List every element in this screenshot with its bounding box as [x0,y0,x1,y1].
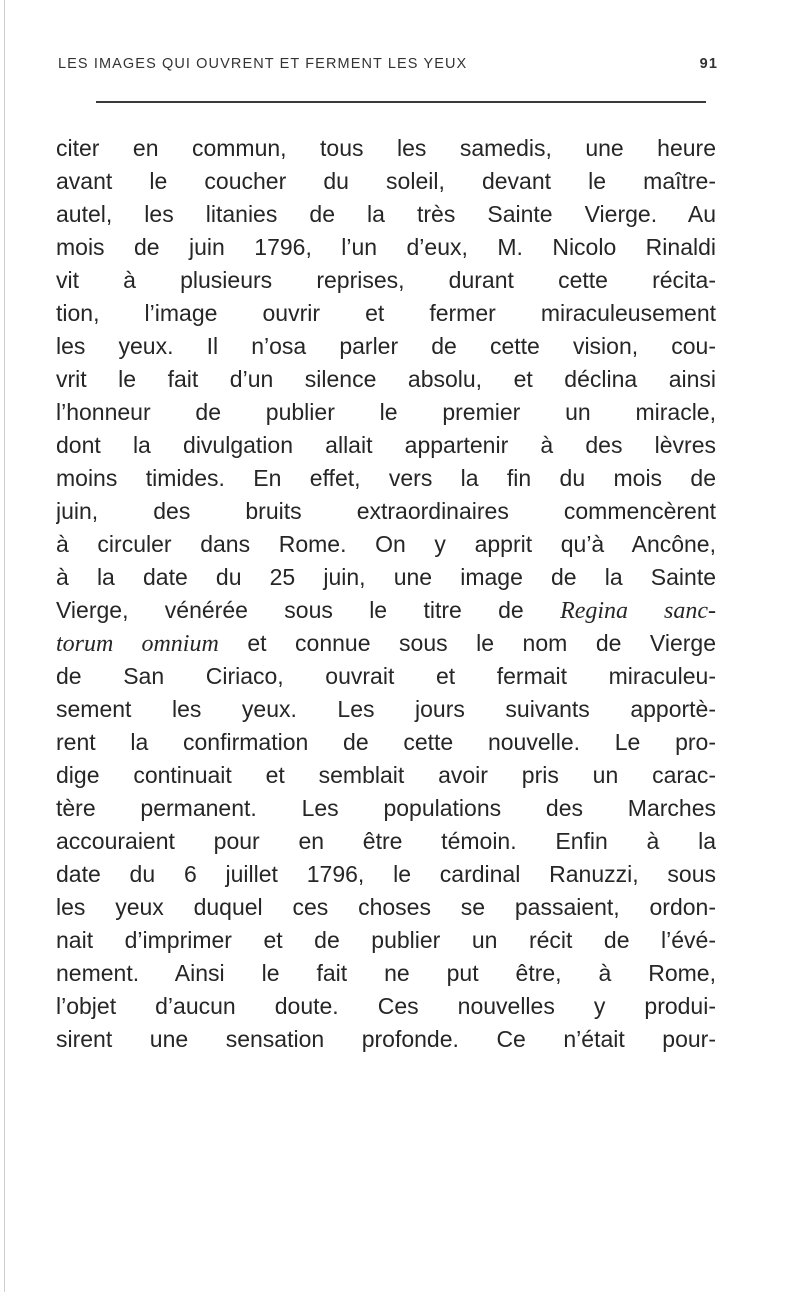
text-line: l’honneur de publier le premier un miracle, [56,399,716,425]
text-line: moins timides. En effet, vers la fin du mois de [56,465,716,491]
text-line: les yeux duquel ces choses se passaient, ordon- [56,894,716,920]
text-line: rent la confirmation de cette nouvelle. Le pro- [56,729,716,755]
text-line-with-italic [56,627,716,660]
text-line: date du 6 juillet 1796, le cardinal Ranuzzi, sous [56,861,716,887]
text-line: à la date du 25 juin, une image de la Sainte [56,564,716,590]
italic-latin-title: torum omnium [56,631,219,657]
text-line: dige continuait et semblait avoir pris un carac- [56,762,716,788]
text-line: avant le coucher du soleil, devant le maître- [56,168,716,194]
text-line: sirent une sensation profonde. Ce n’était pour- [56,1026,716,1052]
text-line: mois de juin 1796, l’un d’eux, M. Nicolo Rinaldi [56,234,716,260]
text-line: de San Ciriaco, ouvrait et fermait miraculeu- [56,663,716,689]
italic-latin-title: Regina sanc- [560,598,716,624]
text-segment: et connue sous le nom de Vierge [218,630,716,656]
text-line: juin, des bruits extraordinaires commencèrent [56,498,716,524]
running-header [58,56,718,80]
header-rule [96,101,706,103]
text-line: vrit le fait d’un silence absolu, et déclina ainsi [56,366,716,392]
text-line: sement les yeux. Les jours suivants apportè- [56,696,716,722]
running-title: LES IMAGES QUI OUVRENT ET FERMENT LES YEUX [58,56,468,72]
text-line: vit à plusieurs reprises, durant cette récita- [56,267,716,293]
text-segment: Vierge, vénérée sous le titre de [56,597,561,623]
text-line: tère permanent. Les populations des Marches [56,795,716,821]
page-edge [4,0,5,1292]
body-text [56,132,716,1056]
text-line: citer en commun, tous les samedis, une heure [56,135,716,161]
text-line: nait d’imprimer et de publier un récit de l’évé- [56,927,716,953]
text-line: l’objet d’aucun doute. Ces nouvelles y produi- [56,993,716,1019]
text-line: à circuler dans Rome. On y apprit qu’à Ancône, [56,531,716,557]
page-number: 91 [699,56,718,72]
text-line: accouraient pour en être témoin. Enfin à la [56,828,716,854]
text-line: dont la divulgation allait appartenir à des lèvres [56,432,716,458]
text-line: les yeux. Il n’osa parler de cette vision, cou- [56,333,716,359]
text-line-with-italic [56,594,716,627]
text-line: tion, l’image ouvrir et fermer miraculeusement [56,300,716,326]
text-line: nement. Ainsi le fait ne put être, à Rome, [56,960,716,986]
text-line: autel, les litanies de la très Sainte Vierge. Au [56,201,716,227]
